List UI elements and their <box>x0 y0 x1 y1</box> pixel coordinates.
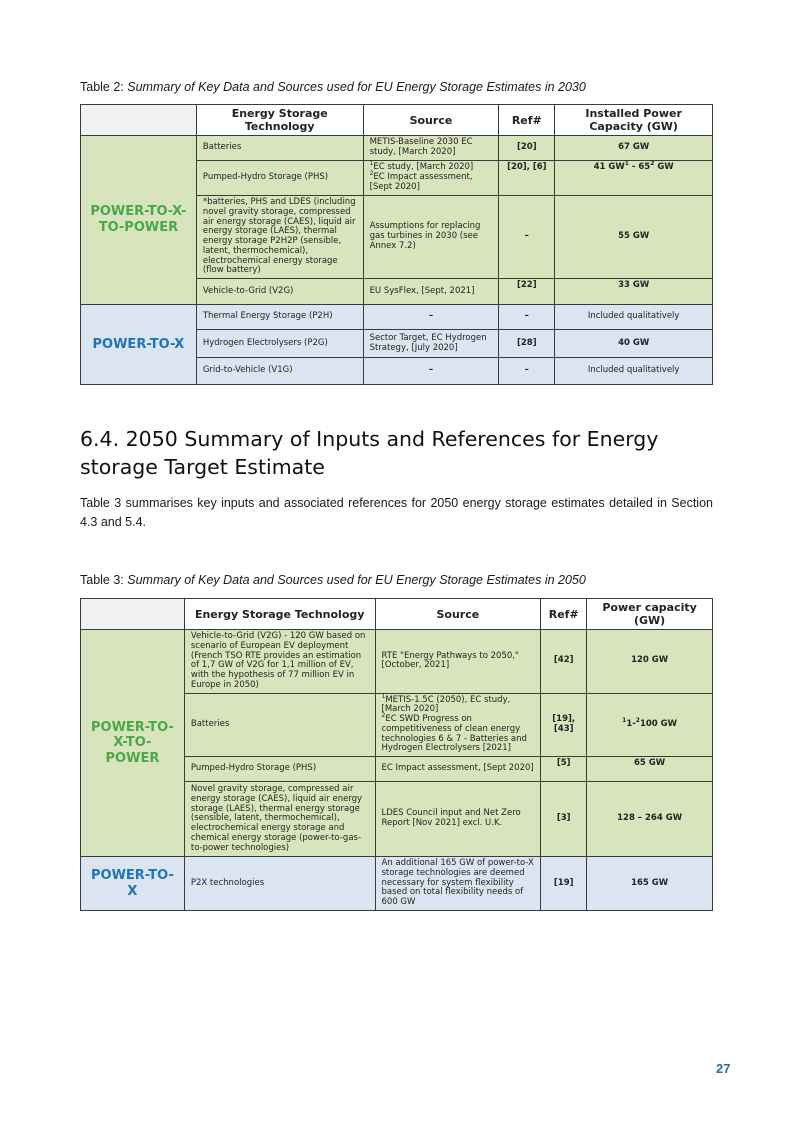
table3-header-row <box>81 599 713 630</box>
table2-header-empty <box>81 105 197 136</box>
table3-cell-source: An additional 165 GW of power-to-X storage technologies are deemed necessary for system flexibility based on total flexibility needs of 600 GW <box>375 857 541 911</box>
table2-cell-ref: – <box>499 358 555 385</box>
table2-cell-tech: Hydrogen Electrolysers (P2G) <box>196 330 363 358</box>
table2-cell-tech: *batteries, PHS and LDES (including novel gravity storage, compressed air energy storage (CAES), liquid air energy storage (LAES), thermal energy storage P2H2P (sensible, latent, thermochemical), electrochemical energy storage (flow battery) <box>196 196 363 279</box>
table2-caption <box>80 80 586 94</box>
table2-cell-capacity: 33 GW <box>555 279 713 305</box>
table-row <box>81 136 713 161</box>
table3-cell-tech: Vehicle-to-Grid (V2G) - 120 GW based on scenario of European EV deployment (French TSO RTE provides an estimation of 1,7 GW of V2G for 1,1 million of EV, with the hypothesis of 77 million EV in Europe in 2050) <box>184 630 375 694</box>
table3-header-tech: Energy Storage Technology <box>184 599 375 630</box>
table3-header-empty <box>81 599 185 630</box>
table2-cell-tech: Batteries <box>196 136 363 161</box>
table3-cell-ref: [19] <box>541 857 587 911</box>
table3-cell-capacity: 128 – 264 GW <box>587 782 713 857</box>
table2-caption-label: Table 2: <box>80 80 124 94</box>
table3-cell-capacity: $^1$1-$^2$100 GW <box>587 693 713 757</box>
table3-cell-ref: [42] <box>541 630 587 694</box>
table2-header-ref: Ref# <box>499 105 555 136</box>
table2-cell-source: METIS-Baseline 2030 EC study, [March 2020] <box>363 136 499 161</box>
table2-cell-ref: – <box>499 196 555 279</box>
table3-cell-ref: [5] <box>541 757 587 782</box>
table3-header-capacity: Power capacity (GW) <box>587 599 713 630</box>
table3-cell-ref: [3] <box>541 782 587 857</box>
table2-cell-tech: Pumped-Hydro Storage (PHS) <box>196 161 363 196</box>
table2-cell-capacity: Included qualitatively <box>555 358 713 385</box>
table2-cell-capacity: 55 GW <box>555 196 713 279</box>
table3-cell-tech: Batteries <box>184 693 375 757</box>
table3-caption-label: Table 3: <box>80 573 124 587</box>
table2-group-power-to-x-to-power: POWER-TO-X-TO-POWER <box>81 136 197 305</box>
table2-cell-capacity: 41 $GW^1 - 65^2$ GW <box>555 161 713 196</box>
table-row <box>81 857 713 911</box>
table2-group-power-to-x: POWER-TO-X <box>81 305 197 385</box>
table3-cell-source: $^1$METIS-1.5C (2050), EC study, [March 2020] $^2$EC SWD Progress on competitiveness of clean energy technologies 6 & 7 - Batteries and Hydrogen Electrolysers [2021] <box>375 693 541 757</box>
table2-cell-source: – <box>363 305 499 330</box>
section-paragraph: Table 3 summarises key inputs and associated references for 2050 energy storage estimates detailed in Section 4.3 and 5.4. <box>80 496 713 529</box>
table3-cell-tech: P2X technologies <box>184 857 375 911</box>
table3-header-source: Source <box>375 599 541 630</box>
table3-cell-source: RTE "Energy Pathways to 2050," [October, 2021] <box>375 630 541 694</box>
page-number: 27 <box>716 1061 731 1076</box>
table3-header-ref: Ref# <box>541 599 587 630</box>
table2-cell-source: Assumptions for replacing gas turbines in 2030 (see Annex 7.2) <box>363 196 499 279</box>
section-title: 6.4. 2050 Summary of Inputs and References for Energy storage Target Estimate <box>80 427 659 479</box>
table-row <box>81 305 713 330</box>
table2-cell-tech: Thermal Energy Storage (P2H) <box>196 305 363 330</box>
table3-caption-text: Summary of Key Data and Sources used for EU Energy Storage Estimates in 2050 <box>127 573 586 587</box>
table3-cell-source: EC Impact assessment, [Sept 2020] <box>375 757 541 782</box>
table2-cell-capacity: 67 GW <box>555 136 713 161</box>
table2-cell-ref: [20], [6] <box>499 161 555 196</box>
table3-cell-capacity: 120 GW <box>587 630 713 694</box>
table3-cell-source: LDES Council input and Net Zero Report [Nov 2021] excl. U.K. <box>375 782 541 857</box>
table2-cell-source: EU SysFlex, [Sept, 2021] <box>363 279 499 305</box>
table2-cell-capacity: Included qualitatively <box>555 305 713 330</box>
table2-caption-text: Summary of Key Data and Sources used for EU Energy Storage Estimates in 2030 <box>127 80 586 94</box>
table3-caption <box>80 573 586 587</box>
table2-header-capacity: Installed Power Capacity (GW) <box>555 105 713 136</box>
table2-cell-tech: Grid-to-Vehicle (V1G) <box>196 358 363 385</box>
table3-cell-tech: Pumped-Hydro Storage (PHS) <box>184 757 375 782</box>
table2-cell-source: Sector Target, EC Hydrogen Strategy, [July 2020] <box>363 330 499 358</box>
table2-cell-ref: [22] <box>499 279 555 305</box>
table3-cell-ref: [19], [43] <box>541 693 587 757</box>
table3-group-power-to-x: POWER-TO-X <box>81 857 185 911</box>
table2-cell-ref: – <box>499 305 555 330</box>
table2-header-row <box>81 105 713 136</box>
table2-cell-source: – <box>363 358 499 385</box>
table3-group-power-to-x-to-power: POWER-TO-X-TO-POWER <box>81 630 185 857</box>
table2 <box>80 104 713 385</box>
table2-cell-capacity: 40 GW <box>555 330 713 358</box>
table3-cell-capacity: 65 GW <box>587 757 713 782</box>
table3 <box>80 598 713 911</box>
table2-cell-source: $^1$EC study, [March 2020] $^2$EC Impact assessment, [Sept 2020] <box>363 161 499 196</box>
table3-cell-tech: Novel gravity storage, compressed air energy storage (CAES), liquid air energy storage (LAES), thermal energy storage (sensible, latent, thermochemical), electrochemical energy storage and chemical energy storage (power-to-gas-to-power technologies) <box>184 782 375 857</box>
table2-cell-ref: [28] <box>499 330 555 358</box>
table-row <box>81 630 713 694</box>
table2-cell-ref: [20] <box>499 136 555 161</box>
table2-header-source: Source <box>363 105 499 136</box>
table3-cell-capacity: 165 GW <box>587 857 713 911</box>
table2-header-tech: Energy Storage Technology <box>196 105 363 136</box>
table2-cell-tech: Vehicle-to-Grid (V2G) <box>196 279 363 305</box>
